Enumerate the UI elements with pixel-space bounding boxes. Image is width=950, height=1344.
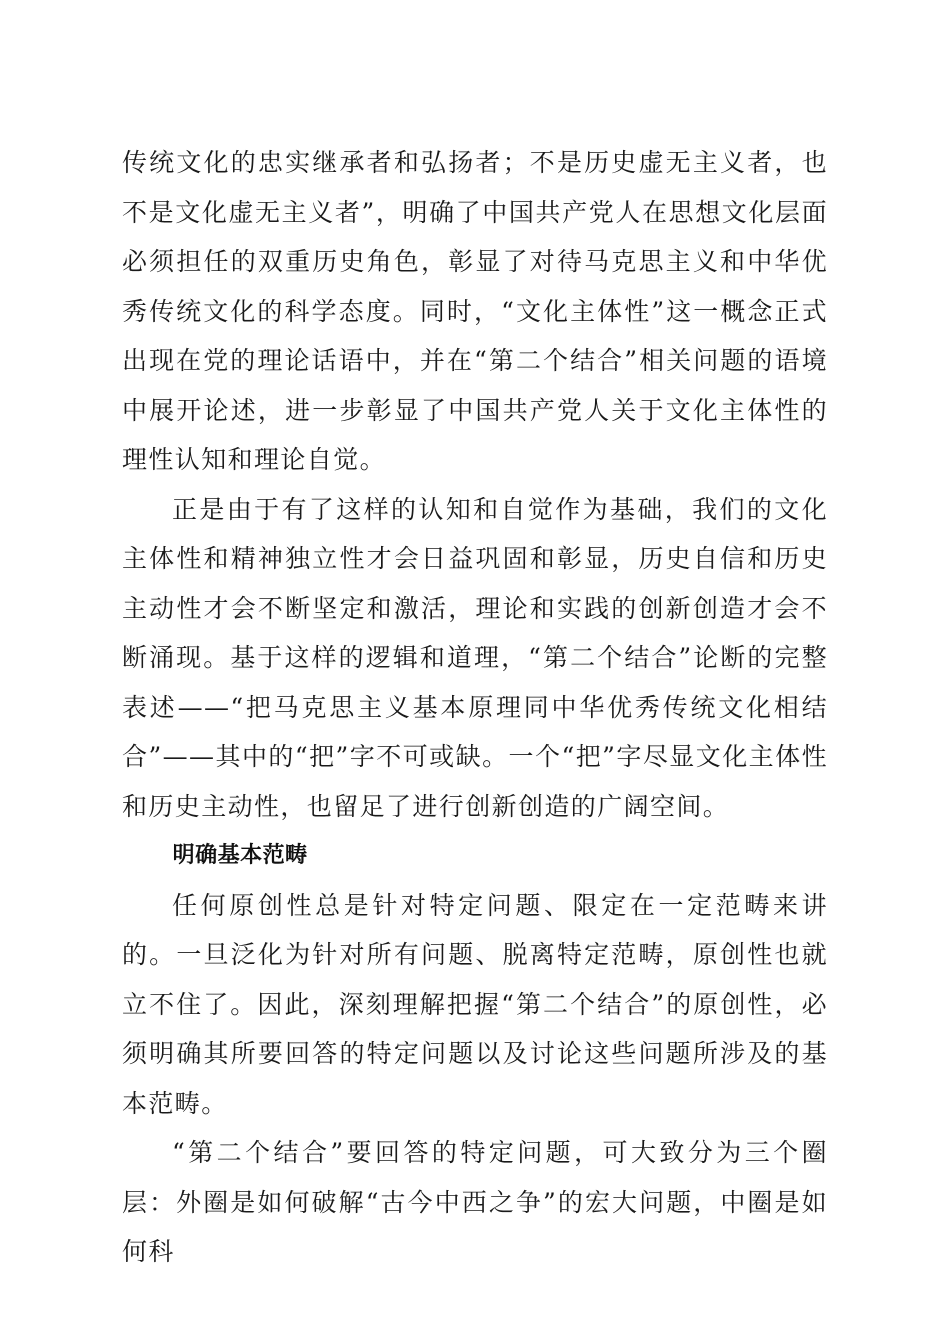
paragraph-continuation: 传统文化的忠实继承者和弘扬者；不是历史虚无主义者，也不是文化虚无主义者”，明确了中国共产党人在思想文化层面必须担任的双重历史角色，彰显了对待马克思主义和中华优秀传统文化的科学态度。同时，“文化主体性”这一概念正式出现在党的理论话语中，并在“第二个结合”相关问题的语境中展开论述，进一步彰显了中国共产党人关于文化主体性的理性认知和理论自觉。 <box>122 148 828 474</box>
paragraph-specific-questions: “第二个结合”要回答的特定问题，可大致分为三个圈层：外圈是如何破解“古今中西之争”的宏大问题，中圈是如何科 <box>122 1138 828 1266</box>
paragraph-cultural-foundation: 正是由于有了这样的认知和自觉作为基础，我们的文化主体性和精神独立性才会日益巩固和彰显，历史自信和历史主动性才会不断坚定和激活，理论和实践的创新创造才会不断涌现。基于这样的逻辑和道理，“第二个结合”论断的完整表述——“把马克思主义基本原理同中华优秀传统文化相结合”——其中的“把”字不可或缺。一个“把”字尽显文化主体性和历史主动性，也留足了进行创新创造的广阔空间。 <box>122 494 828 821</box>
paragraph-originality: 任何原创性总是针对特定问题、限定在一定范畴来讲的。一旦泛化为针对所有问题、脱离特定范畴，原创性也就立不住了。因此，深刻理解把握“第二个结合”的原创性，必须明确其所要回答的特定问题以及讨论这些问题所涉及的基本范畴。 <box>122 890 828 1118</box>
section-heading: 明确基本范畴 <box>172 843 308 868</box>
article-body <box>122 138 828 1277</box>
